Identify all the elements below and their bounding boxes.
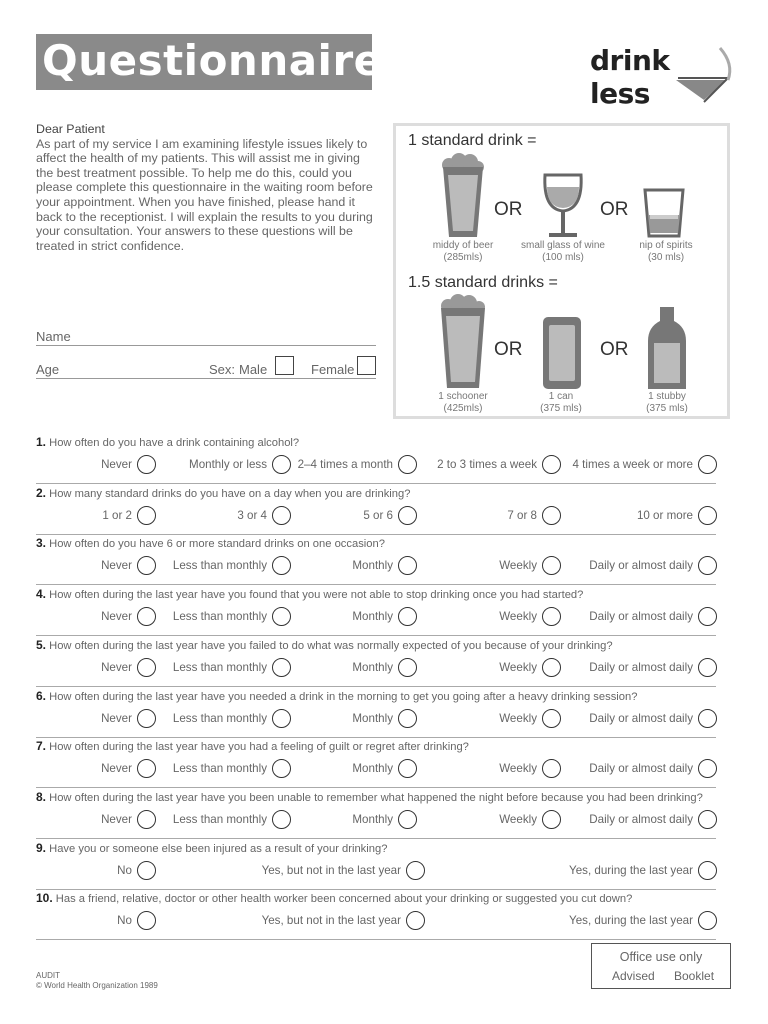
answer-option-label: Daily or almost daily xyxy=(589,660,693,674)
answer-radio[interactable] xyxy=(698,556,717,575)
answer-option-label: No xyxy=(117,913,132,927)
answer-option[interactable] xyxy=(102,505,156,525)
answer-option-label: 7 or 8 xyxy=(507,508,537,522)
can-caption-size: (375 mls) xyxy=(540,403,582,414)
question-row-2 xyxy=(36,484,716,535)
standard-drinks-panel xyxy=(393,123,730,419)
answer-option[interactable] xyxy=(101,758,156,778)
question-label: How often during the last year have you failed to do what was normally expected of you because of your drinking? xyxy=(49,640,613,652)
answer-radio[interactable] xyxy=(137,911,156,930)
answer-option[interactable] xyxy=(117,910,156,930)
answer-option-label: Monthly xyxy=(352,761,393,775)
answer-option[interactable] xyxy=(499,555,561,575)
answer-option-label: Daily or almost daily xyxy=(589,711,693,725)
logo-glass-icon xyxy=(588,40,738,106)
office-use-title: Office use only xyxy=(619,950,703,964)
answer-option-label: Less than monthly xyxy=(172,558,267,572)
answer-radio[interactable] xyxy=(398,506,417,525)
answer-option[interactable] xyxy=(589,708,717,728)
answer-option-label: Never xyxy=(101,457,132,471)
question-row-9 xyxy=(36,839,716,890)
answer-option[interactable] xyxy=(352,606,417,626)
booklet-label: Booklet xyxy=(674,969,715,983)
name-field[interactable] xyxy=(36,327,376,346)
answer-option[interactable] xyxy=(589,657,717,677)
answer-radio[interactable] xyxy=(542,607,561,626)
answer-option[interactable] xyxy=(637,505,717,525)
question-text xyxy=(36,841,387,855)
question-number: 3. xyxy=(36,536,47,550)
intro-greeting: Dear Patient xyxy=(36,122,105,136)
beer-caption-size: (285mls) xyxy=(443,252,483,263)
question-text xyxy=(36,486,410,500)
answer-option[interactable] xyxy=(589,809,717,829)
answer-option-label: Never xyxy=(101,761,132,775)
answer-option-label: Less than monthly xyxy=(172,609,267,623)
question-row-3 xyxy=(36,534,716,585)
male-checkbox[interactable] xyxy=(275,356,294,375)
answer-radio[interactable] xyxy=(398,759,417,778)
question-text xyxy=(36,739,469,753)
answer-option[interactable] xyxy=(117,860,156,880)
question-row-4 xyxy=(36,585,716,636)
question-number: 2. xyxy=(36,486,47,500)
answer-option[interactable] xyxy=(173,657,291,677)
answer-option-label: Weekly xyxy=(499,609,537,623)
answer-option-label: Weekly xyxy=(499,660,537,674)
answer-option-label: 10 or more xyxy=(636,508,693,522)
answer-option[interactable] xyxy=(507,505,561,525)
answer-option-label: Daily or almost daily xyxy=(589,558,693,572)
name-label: Name xyxy=(36,329,71,344)
standard-drink-heading: 1 standard drink = xyxy=(408,132,537,149)
answer-radio[interactable] xyxy=(137,658,156,677)
schooner-glass-icon xyxy=(436,294,490,390)
answer-option[interactable] xyxy=(173,758,291,778)
page-title: Questionnaire xyxy=(42,36,383,85)
wine-caption-size: (100 mls) xyxy=(542,252,584,263)
answer-radio[interactable] xyxy=(272,709,291,728)
stubby-caption-size: (375 mls) xyxy=(646,403,688,414)
question-label: How often do you have 6 or more standard drinks on one occasion? xyxy=(49,538,385,550)
answer-option[interactable] xyxy=(101,555,156,575)
answer-radio[interactable] xyxy=(542,658,561,677)
answer-radio[interactable] xyxy=(698,607,717,626)
question-text xyxy=(36,587,583,601)
answer-option[interactable] xyxy=(237,505,291,525)
question-text xyxy=(36,435,299,449)
or-label-1: OR xyxy=(494,199,523,220)
answer-option-label: Yes, but not in the last year xyxy=(261,913,401,927)
answer-option[interactable] xyxy=(499,708,561,728)
answer-option-label: Yes, but not in the last year xyxy=(261,863,401,877)
question-label: Have you or someone else been injured as a result of your drinking? xyxy=(49,843,388,855)
question-number: 1. xyxy=(36,435,47,449)
footer xyxy=(36,971,158,991)
answer-option-label: Monthly xyxy=(352,660,393,674)
stubby-bottle-icon xyxy=(646,305,688,391)
answer-radio[interactable] xyxy=(137,556,156,575)
answer-radio[interactable] xyxy=(698,658,717,677)
answer-option-label: No xyxy=(117,863,132,877)
question-row-6 xyxy=(36,687,716,738)
can-caption-name: 1 can xyxy=(548,391,574,402)
answer-radio[interactable] xyxy=(272,658,291,677)
answer-option-label: Never xyxy=(101,660,132,674)
answer-option[interactable] xyxy=(569,910,717,930)
answer-radio[interactable] xyxy=(398,658,417,677)
answer-radio[interactable] xyxy=(398,810,417,829)
answer-option[interactable] xyxy=(101,809,156,829)
answer-option-label: Monthly xyxy=(352,609,393,623)
drink-less-logo xyxy=(588,40,738,110)
answer-option-label: Monthly or less xyxy=(189,457,267,471)
answer-option[interactable] xyxy=(352,708,417,728)
answer-option-label: Weekly xyxy=(499,761,537,775)
wine-caption-name: small glass of wine xyxy=(521,240,605,251)
answer-radio[interactable] xyxy=(137,506,156,525)
question-row-7 xyxy=(36,737,716,788)
answer-option-label: 1 or 2 xyxy=(102,508,132,522)
answer-option-label: Less than monthly xyxy=(172,711,267,725)
answer-option-label: Weekly xyxy=(499,558,537,572)
female-checkbox[interactable] xyxy=(357,356,376,375)
answer-option-label: Monthly xyxy=(352,812,393,826)
advised-label: Advised xyxy=(612,969,655,983)
question-label: How often do you have a drink containing alcohol? xyxy=(49,437,300,449)
answer-radio[interactable] xyxy=(698,911,717,930)
answer-option[interactable] xyxy=(499,758,561,778)
question-number: 4. xyxy=(36,587,47,601)
answer-option[interactable] xyxy=(189,454,291,474)
question-label: Has a friend, relative, doctor or other health worker been concerned about your drinking or suggested you cut down? xyxy=(55,893,633,905)
answer-option[interactable] xyxy=(173,555,291,575)
schooner-caption-name: 1 schooner xyxy=(438,391,488,402)
answer-option-label: Never xyxy=(101,609,132,623)
intro-body: As part of my service I am examining lifestyle issues likely to affect the health of my patients. This will assist me in giving the best treatment possible. To help me do this, could you please complete this questionnaire in the waiting room before your appointment. When you have finished, please hand it back to the receptionist. I will explain the results to you during your consultation. Your answers to these questions will be treated in strict confidence. xyxy=(36,136,373,253)
question-row-5 xyxy=(36,636,716,687)
answer-radio[interactable] xyxy=(272,506,291,525)
question-label: How often during the last year have you found that you were not able to stop drinking once you had started? xyxy=(49,589,584,601)
answer-radio[interactable] xyxy=(137,607,156,626)
answer-option-label: Monthly xyxy=(352,711,393,725)
spirits-caption-name: nip of spirits xyxy=(639,240,693,251)
answer-option-label: Never xyxy=(101,812,132,826)
answer-option[interactable] xyxy=(173,708,291,728)
female-label: Female xyxy=(311,362,355,377)
answer-radio[interactable] xyxy=(698,709,717,728)
question-number: 5. xyxy=(36,638,47,652)
answer-option-label: Less than monthly xyxy=(172,761,267,775)
answer-radio[interactable] xyxy=(272,455,291,474)
answer-option-label: Yes, during the last year xyxy=(569,863,693,877)
answer-option[interactable] xyxy=(589,555,717,575)
answer-option[interactable] xyxy=(352,657,417,677)
answer-radio[interactable] xyxy=(542,455,561,474)
answer-option[interactable] xyxy=(499,606,561,626)
answer-option-label: Never xyxy=(101,558,132,572)
answer-option[interactable] xyxy=(298,454,417,474)
intro-letter xyxy=(36,122,376,253)
answer-option[interactable] xyxy=(573,454,718,474)
logo-text: drink less xyxy=(590,44,670,110)
beer-caption-name: middy of beer xyxy=(432,240,494,251)
answer-option[interactable] xyxy=(589,758,717,778)
question-label: How many standard drinks do you have on a day when you are drinking? xyxy=(49,488,411,500)
question-row-8 xyxy=(36,788,716,839)
answer-option[interactable] xyxy=(499,657,561,677)
one-half-drink-heading: 1.5 standard drinks = xyxy=(408,274,558,291)
answer-option-label: Less than monthly xyxy=(172,660,267,674)
question-number: 10. xyxy=(36,891,53,905)
answer-option[interactable] xyxy=(101,606,156,626)
age-sex-row xyxy=(36,358,376,379)
answer-radio[interactable] xyxy=(398,455,417,474)
answer-radio[interactable] xyxy=(272,810,291,829)
answer-radio[interactable] xyxy=(137,759,156,778)
question-row-1 xyxy=(36,433,716,484)
answer-option-label: Weekly xyxy=(499,711,537,725)
answer-option-label: Monthly xyxy=(352,558,393,572)
answer-radio[interactable] xyxy=(398,607,417,626)
answer-option[interactable] xyxy=(173,606,291,626)
footer-code: AUDIT xyxy=(36,971,60,980)
answer-option-label: 2 to 3 times a week xyxy=(437,457,537,471)
answer-option[interactable] xyxy=(363,505,417,525)
answer-radio[interactable] xyxy=(398,709,417,728)
answer-option-label: 2–4 times a month xyxy=(297,457,393,471)
stubby-caption-name: 1 stubby xyxy=(648,391,686,402)
question-text xyxy=(36,891,632,905)
question-number: 8. xyxy=(36,790,47,804)
answer-option[interactable] xyxy=(352,809,417,829)
answer-option[interactable] xyxy=(437,454,561,474)
footer-copyright: © World Health Organization 1989 xyxy=(36,981,158,990)
question-number: 7. xyxy=(36,739,47,753)
answer-option-label: 3 or 4 xyxy=(237,508,267,522)
answer-option[interactable] xyxy=(352,758,417,778)
can-icon xyxy=(541,315,583,391)
answer-radio[interactable] xyxy=(137,709,156,728)
schooner-caption-size: (425mls) xyxy=(443,403,483,414)
sex-label: Sex: xyxy=(209,362,236,377)
title-banner xyxy=(36,34,383,90)
answer-option[interactable] xyxy=(262,860,425,880)
or-label-4: OR xyxy=(600,339,629,360)
answer-option[interactable] xyxy=(173,809,291,829)
answer-radio[interactable] xyxy=(272,759,291,778)
question-label: How often during the last year have you needed a drink in the morning to get you going after a heavy drinking session? xyxy=(49,691,638,703)
answer-radio[interactable] xyxy=(398,556,417,575)
answer-option-label: 5 or 6 xyxy=(363,508,393,522)
answer-radio[interactable] xyxy=(137,455,156,474)
answer-option-label: Never xyxy=(101,711,132,725)
answer-radio[interactable] xyxy=(272,607,291,626)
answer-option-label: Daily or almost daily xyxy=(589,761,693,775)
answer-option-label: 4 times a week or more xyxy=(572,457,693,471)
beer-glass-icon xyxy=(437,153,489,239)
question-text xyxy=(36,790,703,804)
question-row-10 xyxy=(36,889,716,940)
answer-radio[interactable] xyxy=(542,759,561,778)
question-number: 9. xyxy=(36,841,47,855)
answer-radio[interactable] xyxy=(137,861,156,880)
answer-option-label: Daily or almost daily xyxy=(589,812,693,826)
answer-radio[interactable] xyxy=(698,506,717,525)
answer-option[interactable] xyxy=(352,555,417,575)
answer-radio[interactable] xyxy=(137,810,156,829)
wine-glass-icon xyxy=(541,171,585,239)
answer-radio[interactable] xyxy=(698,861,717,880)
answer-option-label: Daily or almost daily xyxy=(589,609,693,623)
answer-radio[interactable] xyxy=(406,911,425,930)
office-use-box xyxy=(591,943,731,989)
age-label: Age xyxy=(36,362,60,377)
answer-radio[interactable] xyxy=(698,455,717,474)
question-text xyxy=(36,638,613,652)
or-label-2: OR xyxy=(600,199,629,220)
answer-option[interactable] xyxy=(101,708,156,728)
answer-option[interactable] xyxy=(101,454,156,474)
question-text xyxy=(36,689,637,703)
answer-option-label: Yes, during the last year xyxy=(569,913,693,927)
answer-radio[interactable] xyxy=(698,810,717,829)
male-label: Male xyxy=(239,362,268,377)
answer-radio[interactable] xyxy=(542,810,561,829)
or-label-3: OR xyxy=(494,339,523,360)
answer-radio[interactable] xyxy=(542,709,561,728)
answer-option-label: Less than monthly xyxy=(172,812,267,826)
question-label: How often during the last year have you been unable to remember what happened the night before because you had been drinking? xyxy=(49,792,703,804)
answer-radio[interactable] xyxy=(542,506,561,525)
spirits-caption-size: (30 mls) xyxy=(647,252,685,263)
question-number: 6. xyxy=(36,689,47,703)
answer-option[interactable] xyxy=(101,657,156,677)
answer-option[interactable] xyxy=(262,910,425,930)
answer-radio[interactable] xyxy=(406,861,425,880)
answer-radio[interactable] xyxy=(542,556,561,575)
answer-option-label: Weekly xyxy=(499,812,537,826)
spirits-glass-icon xyxy=(642,187,686,239)
answer-option[interactable] xyxy=(499,809,561,829)
question-text xyxy=(36,536,385,550)
answer-option[interactable] xyxy=(569,860,717,880)
answer-radio[interactable] xyxy=(272,556,291,575)
question-label: How often during the last year have you had a feeling of guilt or regret after drinking? xyxy=(49,741,469,753)
answer-option[interactable] xyxy=(589,606,717,626)
answer-radio[interactable] xyxy=(698,759,717,778)
